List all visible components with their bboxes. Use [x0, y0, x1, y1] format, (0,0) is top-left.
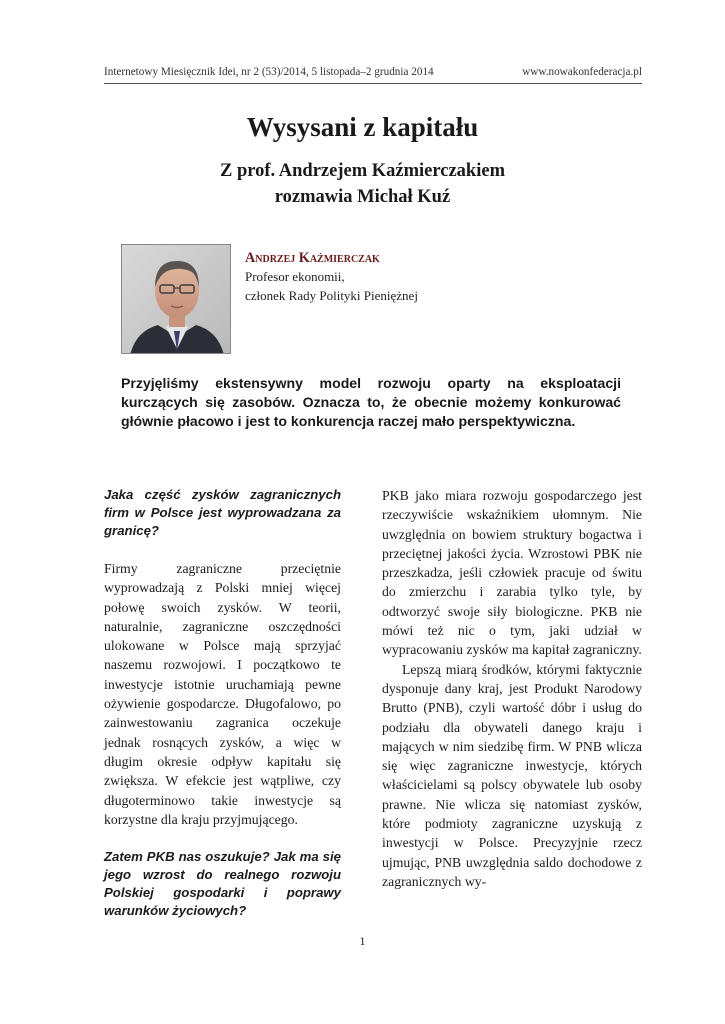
author-name: Andrzej Kaźmierczak [245, 250, 380, 266]
answer-paragraph-2: Lepszą miarą środków, którymi faktycznie dysponuje dany kraj, jest Produkt Narodowy Brutto (PNB), czyli wartość dóbr i usług do podziału dla obywateli danego kraju i mających w nim siedzibę firm. W PNB wlicza się więc zagraniczne inwestycje, których właścicielami są polscy obywatele lub osoby prawne. Nie wlicza się natomiast zysków, które podmioty zagraniczne uzyskują z inwestycji w Polsce. Precyzyjnie rzecz ujmując, PNB uwzględnia saldo dochodowe z zagranicznych wy- [382, 661, 642, 889]
page-number: 1 [359, 934, 366, 948]
website-link[interactable]: www.nowakonfederacja.pl [522, 66, 642, 78]
journal-info: Internetowy Miesięcznik Idei, nr 2 (53)/2014, 5 listopada–2 grudnia 2014 [104, 66, 434, 78]
author-position: członek Rady Polityki Pieniężnej [245, 288, 418, 303]
article-subtitle-line1: Z prof. Andrzejem Kaźmierczakiem [220, 161, 505, 181]
running-header [104, 66, 642, 84]
left-column [104, 486, 341, 920]
right-column [382, 486, 642, 891]
lead-paragraph: Przyjęliśmy ekstensywny model rozwoju oparty na eksploatacji kurczących się zasobów. Oznacza to, że obecnie możemy konkurować głównie płacowo i jest to konkurencja raczej mało perspektywiczna. [121, 375, 621, 430]
interview-question-2: Zatem PKB nas oszukuje? Jak ma się jego wzrost do realnego rozwoju Polskiej gospodarki i poprawy warunków życiowych? [104, 849, 341, 919]
header-divider [104, 83, 642, 84]
answer-paragraph-1: PKB jako miara rozwoju gospodarczego jest rzeczywiście wskaźnikiem ułomnym. Nie uwzględnia on bowiem struktury bogactwa i przeciętnej jakości życia. Wzrostowi PBK nie przeszkadza, jeśli człowiek pracuje od świtu do zmierzchu i zarabia tylko tyle, by odtworzyć swoje siły biologiczne. PKB nie mówi też nic o tym, jaki udział w wypracowaniu zysków ma kapitał zagraniczny. [382, 488, 642, 658]
article-title: Wysysani z kapitału [246, 112, 479, 142]
author-title: Profesor ekonomii, [245, 269, 345, 284]
interview-question-1: Jaka część zysków zagranicznych firm w Polsce jest wyprowadzana za granicę? [104, 487, 341, 538]
article-subtitle-line2: rozmawia Michał Kuź [274, 187, 451, 207]
author-photo [121, 244, 231, 354]
interview-answer-1: Firmy zagraniczne przeciętnie wyprowadzają z Polski mniej więcej połowę swoich zysków. W teorii, naturalnie, zagraniczne oszczędności ulokowane w Polsce mają sprzyjać naszemu rozwojowi. I początkowo te inwestycje istotnie uruchamiają pewne ożywienie gospodarcze. Długofalowo, po zainwestowaniu zagranica oczekuje jednak rosnących zysków, a więc w długim okresie odpływ kapitału się zwiększa. W efekcie jest wątpliwe, czy długoterminowo takie inwestycje są korzystne dla kraju przyjmującego. [104, 561, 341, 827]
author-portrait-image [122, 245, 231, 354]
